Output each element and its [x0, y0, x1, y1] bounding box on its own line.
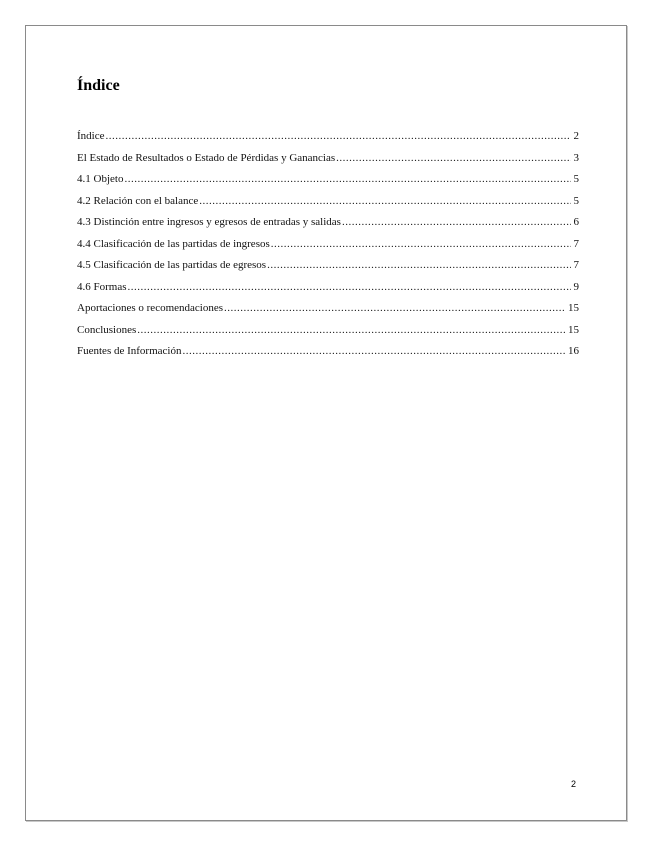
toc-dot-leader: [224, 302, 566, 314]
toc-entry-page: 9: [573, 280, 579, 293]
page-title: Índice: [77, 77, 120, 94]
toc-entry-title: Fuentes de Información: [77, 345, 182, 357]
toc-dot-leader: [137, 324, 566, 336]
toc-dot-leader: [124, 173, 571, 185]
toc-dot-leader: [342, 216, 571, 228]
toc-dot-leader: [271, 238, 571, 250]
toc-entry[interactable]: [77, 216, 579, 238]
toc-entry-title: 4.6 Formas: [77, 280, 127, 293]
toc-entry-title: Conclusiones: [77, 323, 137, 336]
page-number: 2: [570, 779, 576, 789]
toc-entry-title: Aportaciones o recomendaciones: [77, 302, 223, 314]
toc-entry-page: 5: [573, 194, 579, 207]
toc-entry[interactable]: [77, 259, 579, 281]
toc-entry-title: 4.1 Objeto: [77, 173, 124, 185]
toc-entry-title: 4.5 Clasificación de las partidas de egresos: [77, 259, 267, 271]
toc-entry-page: 2: [573, 130, 579, 142]
toc-entry-page: 5: [573, 173, 579, 185]
toc-dot-leader: [267, 259, 571, 271]
toc-entry-page: 7: [573, 259, 579, 271]
toc-entry[interactable]: [77, 345, 579, 367]
toc-entry-title: 4.2 Relación con el balance: [77, 194, 199, 207]
toc-dot-leader: [182, 345, 566, 357]
toc-entry[interactable]: [77, 173, 579, 195]
toc-entry-title: 4.3 Distinción entre ingresos y egresos de entradas y salidas: [77, 216, 341, 228]
toc-dot-leader: [336, 152, 571, 164]
toc-entry-page: 15: [568, 302, 579, 314]
toc-entry[interactable]: [77, 302, 579, 324]
toc-entry[interactable]: [77, 324, 579, 346]
toc-entry[interactable]: [77, 238, 579, 260]
toc-entry-page: 16: [568, 345, 579, 357]
toc-entry-title: El Estado de Resultados o Estado de Pérdidas y Ganancias: [77, 151, 336, 164]
toc-entry-page: 6: [573, 216, 579, 228]
document-page: [25, 25, 627, 821]
toc-dot-leader: [128, 281, 572, 293]
toc-entry-title: 4.4 Clasificación de las partidas de ingresos: [77, 237, 270, 250]
toc-entry[interactable]: [77, 152, 579, 174]
toc-entry[interactable]: [77, 281, 579, 303]
toc-entry[interactable]: [77, 130, 579, 152]
toc-entry-page: 7: [573, 237, 579, 250]
toc-entry-page: 15: [568, 323, 579, 336]
toc-dot-leader: [199, 195, 571, 207]
toc-entry-page: 3: [573, 151, 579, 164]
table-of-contents: [77, 130, 579, 367]
toc-entry[interactable]: [77, 195, 579, 217]
toc-dot-leader: [105, 130, 571, 142]
toc-entry-title: Índice: [77, 130, 105, 142]
